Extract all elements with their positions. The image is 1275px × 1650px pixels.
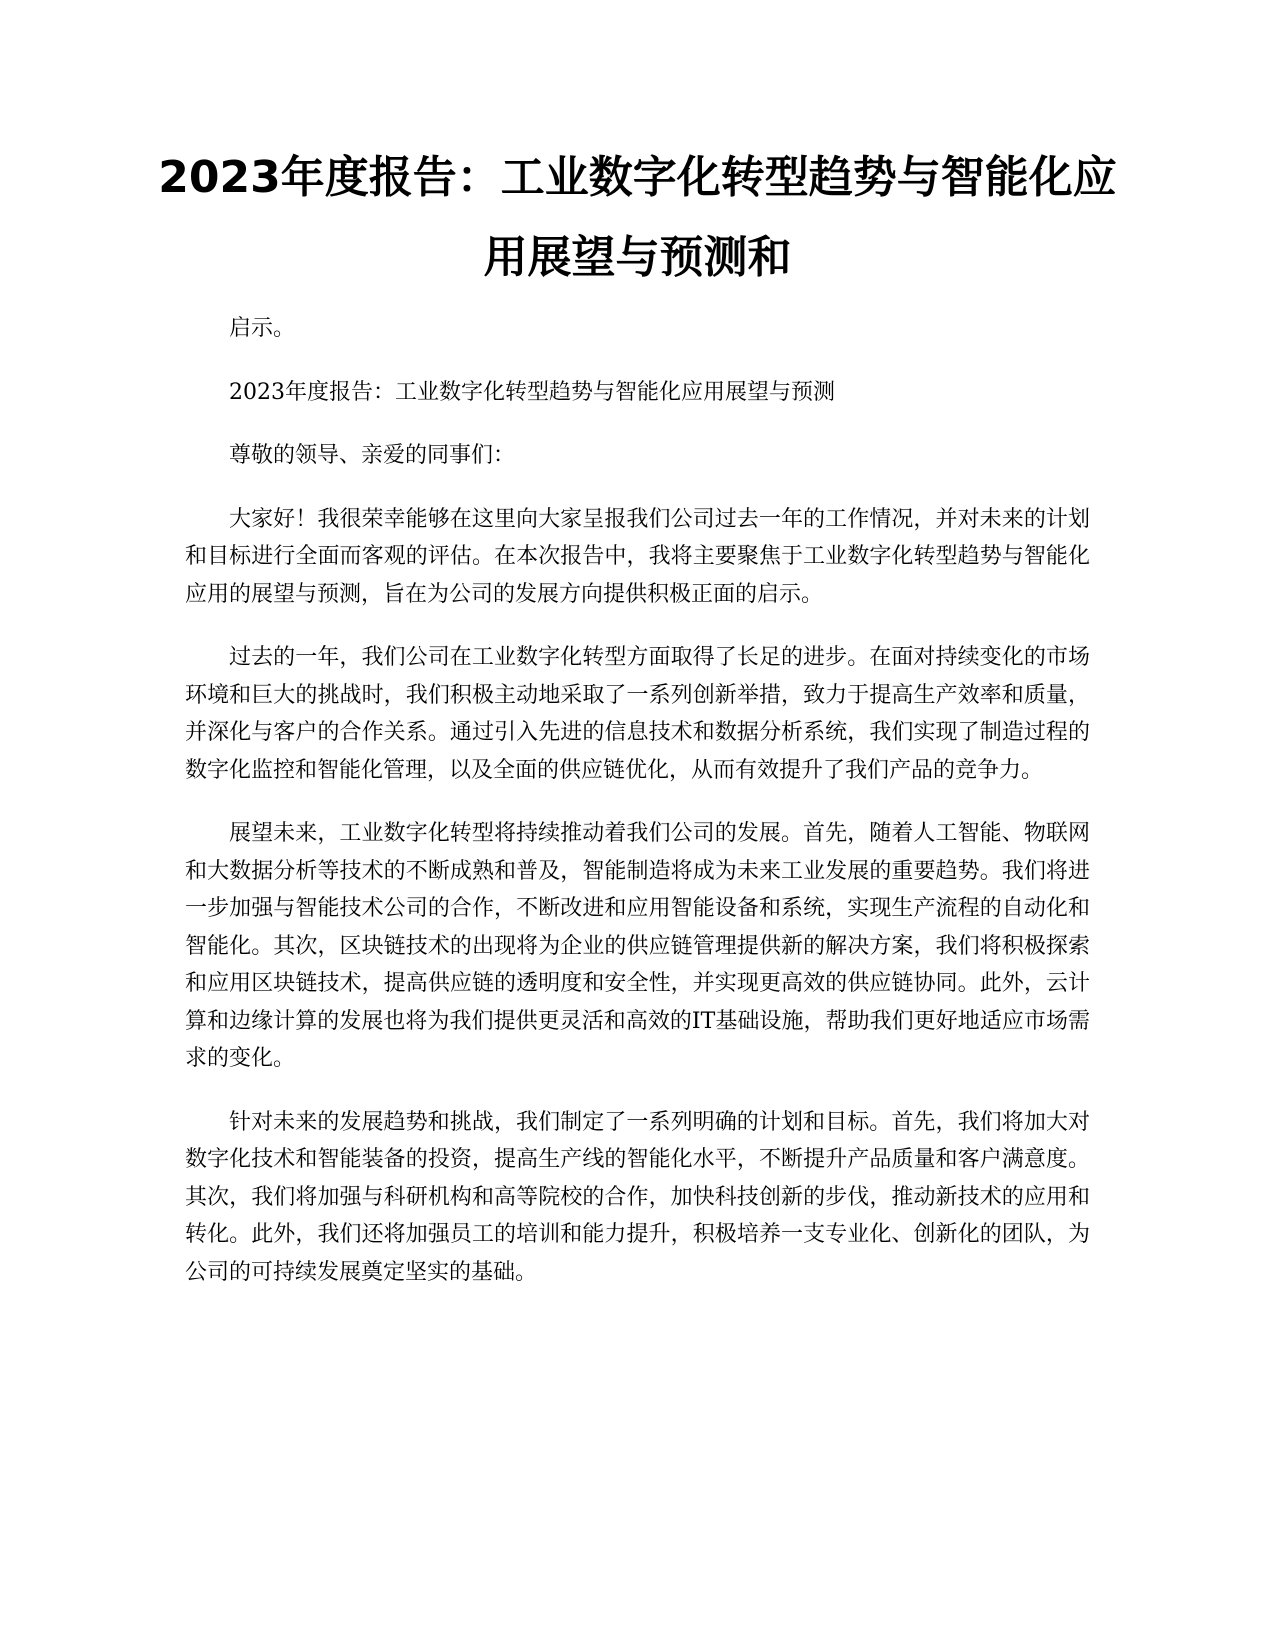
- paragraph-continuation: 启示。: [229, 316, 296, 341]
- document-title: 2023年度报告：工业数字化转型趋势与智能化应用展望与预测和: [158, 152, 1117, 283]
- paragraph-plans: 针对未来的发展趋势和挑战，我们制定了一系列明确的计划和目标。首先，我们将加大对数字化技术和智能装备的投资，提高生产线的智能化水平，不断提升产品质量和客户满意度。其次，我们将加强与科研机构和高等院校的合作，加快科技创新的步伐，推动新技术的应用和转化。此外，我们还将加强员工的培训和能力提升，积极培养一支专业化、创新化的团队，为公司的可持续发展奠定坚实的基础。: [185, 1109, 1090, 1285]
- document-body: [185, 310, 1090, 1317]
- paragraph-outlook: 展望未来，工业数字化转型将持续推动着我们公司的发展。首先，随着人工智能、物联网和大数据分析等技术的不断成熟和普及，智能制造将成为未来工业发展的重要趋势。我们将进一步加强与智能技术公司的合作，不断改进和应用智能设备和系统，实现生产流程的自动化和智能化。其次，区块链技术的出现将为企业的供应链管理提供新的解决方案，我们将积极探索和应用区块链技术，提高供应链的透明度和安全性，并实现更高效的供应链协同。此外，云计算和边缘计算的发展也将为我们提供更灵活和高效的IT基础设施，帮助我们更好地适应市场需求的变化。: [185, 821, 1090, 1071]
- paragraph-past-year: 过去的一年，我们公司在工业数字化转型方面取得了长足的进步。在面对持续变化的市场环境和巨大的挑战时，我们积极主动地采取了一系列创新举措，致力于提高生产效率和质量，并深化与客户的合作关系。通过引入先进的信息技术和数据分析系统，我们实现了制造过程的数字化监控和智能化管理，以及全面的供应链优化，从而有效提升了我们产品的竞争力。: [185, 645, 1090, 783]
- paragraph-subtitle: 2023年度报告：工业数字化转型趋势与智能化应用展望与预测: [229, 379, 835, 405]
- paragraph-salutation: 尊敬的领导、亲爱的同事们：: [229, 443, 516, 468]
- paragraph-intro: 大家好！我很荣幸能够在这里向大家呈报我们公司过去一年的工作情况，并对未来的计划和目标进行全面而客观的评估。在本次报告中，我将主要聚焦于工业数字化转型趋势与智能化应用的展望与预测，旨在为公司的发展方向提供积极正面的启示。: [185, 506, 1090, 607]
